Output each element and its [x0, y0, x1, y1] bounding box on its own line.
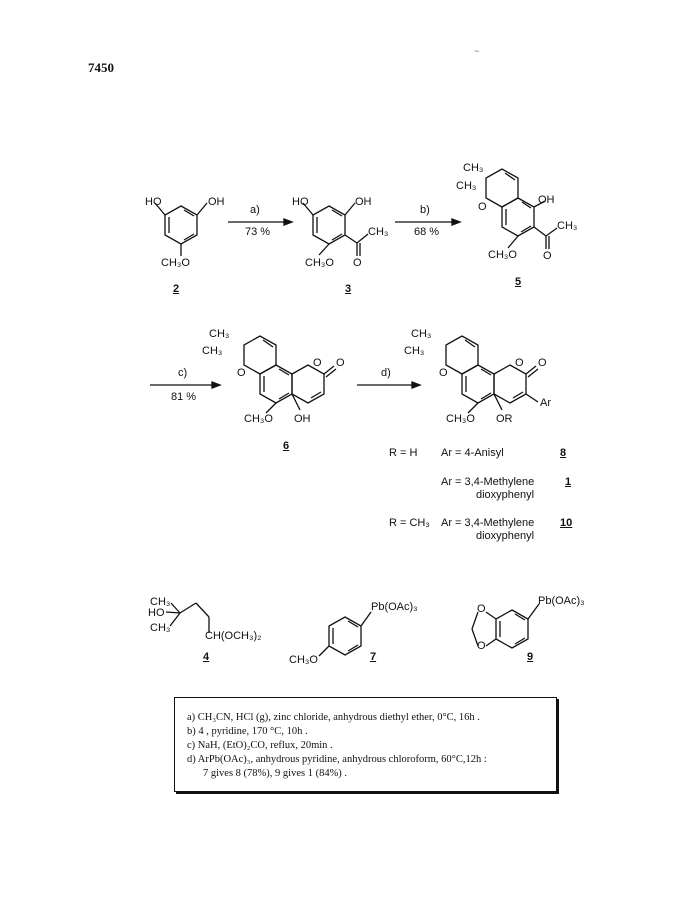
compound-4-ch3-bottom: CH₃: [150, 622, 171, 634]
page-number: 7450: [88, 60, 114, 75]
compound-2-oh-label: OH: [208, 196, 225, 208]
compound-2-benzene-ring: [165, 206, 197, 244]
compound-2-number: 2: [173, 283, 180, 295]
compound-3-carbonyl-o: O: [353, 257, 362, 269]
compound-4-ho-label: HO: [148, 607, 165, 619]
compound-5-oh-label: OH: [538, 194, 555, 206]
compound-6-lactone-ring: [292, 365, 324, 403]
step-c-yield: 81 %: [171, 391, 197, 403]
legend-row-3-ar2: dioxyphenyl: [476, 530, 535, 542]
step-d-label: d): [381, 367, 391, 379]
compound-6-ring-o1: O: [237, 367, 246, 379]
compound-5-ch3-mid: CH₃: [456, 180, 477, 192]
step-a-label: a): [250, 204, 260, 216]
condition-a: a) CH₃CN, HCl (g), zinc chloride, anhydrous diethyl ether, 0°C, 16h .: [187, 712, 480, 723]
legend-row-3-ar: Ar = 3,4-Methylene: [441, 517, 535, 529]
product-ring-o2: O: [515, 357, 524, 369]
compound-7-number: 7: [370, 651, 377, 663]
compound-7-benzene-ring: [329, 617, 361, 655]
legend-row-1-ar: Ar = 4-Anisyl: [441, 447, 504, 459]
compound-3-ch3-label: CH₃: [368, 226, 389, 238]
compound-6-och3-label: CH₃O: [244, 413, 273, 425]
compound-9-pb-label: Pb(OAc)₃: [538, 595, 585, 607]
compound-9-benzene-ring: [496, 610, 528, 648]
compound-3-oh-label: OH: [355, 196, 372, 208]
compound-4-skeleton: [180, 603, 196, 613]
product-ch3-top: CH₃: [411, 328, 432, 340]
compound-7-och3-label: CH₃O: [289, 654, 318, 666]
compound-6-lactone-o: O: [336, 357, 345, 369]
compound-9-o2-label: O: [477, 640, 486, 652]
compound-5-ring-o: O: [478, 201, 487, 213]
product-och3-label: CH₃O: [446, 413, 475, 425]
compound-9-o1-label: O: [477, 603, 486, 615]
product-or-label: OR: [496, 413, 513, 425]
legend-row-2-ar: Ar = 3,4-Methylene: [441, 476, 535, 488]
step-b-label: b): [420, 204, 430, 216]
compound-5-ch3-acyl: CH₃: [557, 220, 578, 232]
step-a-yield: 73 %: [245, 226, 271, 238]
legend-row-1-number: 8: [560, 447, 567, 459]
compound-4-number: 4: [203, 651, 210, 663]
compound-5-ch3-top: CH₃: [463, 162, 484, 174]
condition-d-result: 7 gives 8 (78%), 9 gives 1 (84%) .: [203, 768, 348, 779]
compound-7-pb-label: Pb(OAc)₃: [371, 601, 418, 613]
legend-row-3-number: 10: [560, 517, 573, 529]
legend-row-2-ar2: dioxyphenyl: [476, 489, 535, 501]
condition-d: d) ArPb(OAc)₃, anhydrous pyridine, anhydrous chloroform, 60°C,12h :: [187, 754, 487, 765]
step-b-yield: 68 %: [414, 226, 440, 238]
compound-9-number: 9: [527, 651, 534, 663]
compound-3-och3-label: CH₃O: [305, 257, 334, 269]
legend-row-2-number: 1: [565, 476, 572, 488]
compound-6-number: 6: [283, 440, 290, 452]
product-ch3-mid: CH₃: [404, 345, 425, 357]
compound-6-ch3-mid: CH₃: [202, 345, 223, 357]
compound-5-carbonyl-o: O: [543, 250, 552, 262]
legend-row-3-r: R = CH₃: [389, 517, 430, 529]
compound-6-oh-label: OH: [294, 413, 311, 425]
product-pyran-ring: [446, 336, 478, 374]
compound-6-pyran-ring: [244, 336, 276, 374]
compound-4-acetal-label: CH(OCH₃)₂: [205, 630, 262, 642]
compound-5-och3-label: CH₃O: [488, 249, 517, 261]
legend-row-1-r: R = H: [389, 447, 418, 459]
step-c-label: c): [178, 367, 188, 379]
product-ar-label: Ar: [540, 397, 551, 409]
compound-3-ho-label: HO: [292, 196, 309, 208]
condition-b: b) 4 , pyridine, 170 °C, 10h .: [187, 726, 308, 737]
product-ring-o1: O: [439, 367, 448, 379]
compound-6-ring-o2: O: [313, 357, 322, 369]
product-lactone-o: O: [538, 357, 547, 369]
product-lactone-ring: [494, 365, 526, 403]
compound-2-och3-label: CH₃O: [161, 257, 190, 269]
compound-5-number: 5: [515, 276, 522, 288]
condition-c: c) NaH, (EtO)₂CO, reflux, 20min .: [187, 740, 333, 751]
compound-3-benzene-ring: [313, 206, 345, 244]
corner-mark: ~: [474, 46, 480, 56]
compound-4-ch3-top: CH₃: [150, 596, 171, 608]
conditions-box: [174, 697, 557, 792]
compound-3-number: 3: [345, 283, 352, 295]
compound-2-ho-label: HO: [145, 196, 162, 208]
compound-5-pyran-ring: [486, 169, 518, 207]
compound-6-ch3-top: CH₃: [209, 328, 230, 340]
